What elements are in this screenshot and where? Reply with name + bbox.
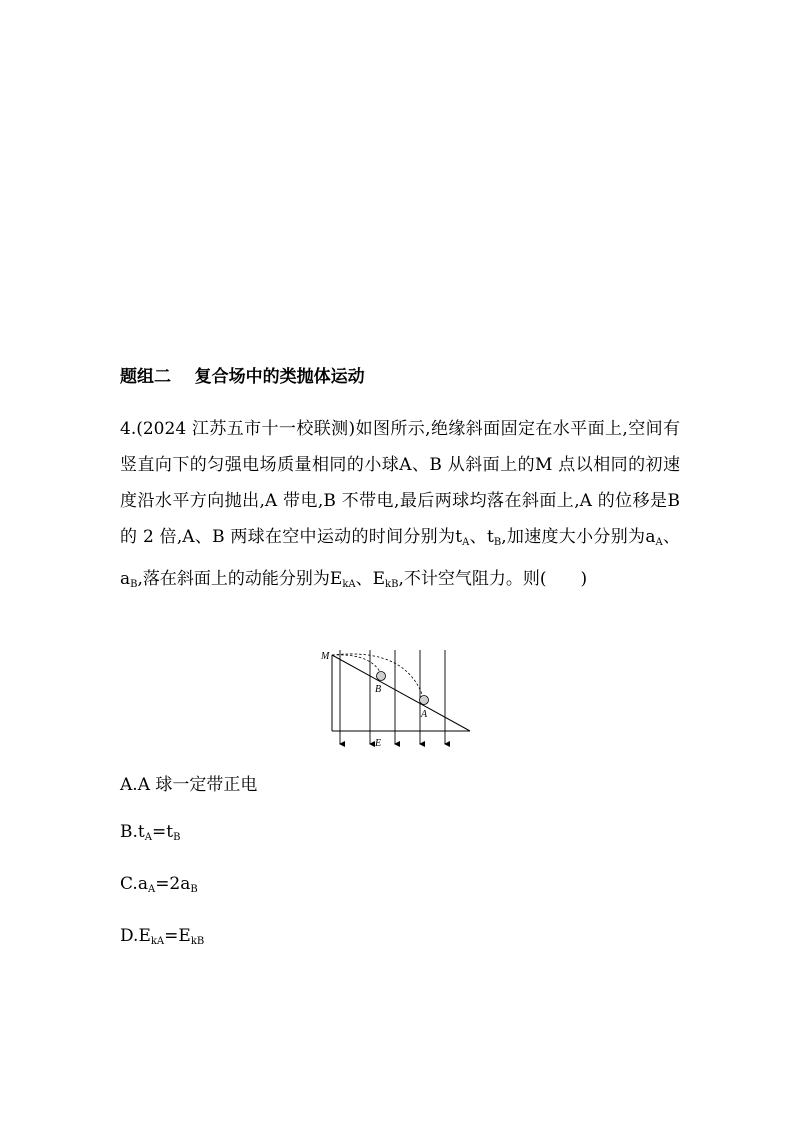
punctuation: 、	[355, 569, 373, 589]
option-a[interactable]	[120, 770, 257, 795]
symbol-e: E	[138, 926, 151, 946]
operator: =	[151, 822, 167, 842]
subscript: B	[173, 832, 181, 843]
subscript: kB	[385, 579, 399, 590]
punctuation: ,	[501, 527, 507, 547]
question-text: ,落在斜面上的动能分别为	[137, 569, 330, 589]
symbol-t: t	[137, 822, 145, 842]
option-c[interactable]	[120, 874, 198, 895]
subscript: B	[493, 537, 502, 548]
label-b: B	[375, 684, 382, 695]
ball-a	[420, 696, 429, 705]
question-text: 如图所示,绝缘斜面固定在水平面上,空间有竖直向下的匀强电场质量相同的小球A、B 从斜面上的M 点以相同的初速度沿水平方向抛出,A 带电,B 不带电,最后两球均落在斜面上,A 的位移是B 的 2 倍,A、B 两球在空中运动的时间分别为	[120, 419, 680, 547]
ball-b	[377, 672, 386, 681]
symbol-a: a	[180, 874, 191, 894]
option-letter: D.	[120, 926, 139, 946]
subscript: B	[190, 884, 198, 895]
symbol-t: t	[455, 527, 463, 547]
subscript: kB	[190, 936, 205, 947]
subscript: B	[130, 579, 138, 590]
question-source: (2024 江苏五市十一校联测)	[136, 419, 356, 439]
option-d[interactable]	[120, 926, 204, 947]
label-e: E	[375, 738, 382, 749]
trajectory-b	[332, 655, 382, 676]
question-stem	[120, 411, 680, 603]
label-m: M	[321, 651, 330, 662]
symbol-t: t	[486, 527, 494, 547]
subscript: A	[462, 537, 470, 548]
option-text: A 球一定带正电	[137, 775, 258, 795]
symbol-a: a	[137, 874, 148, 894]
symbol-e: E	[329, 569, 343, 589]
symbol-a: a	[120, 569, 131, 589]
question-text: 加速度大小分别为	[506, 527, 646, 547]
symbol-t: t	[166, 822, 174, 842]
subscript: kA	[150, 936, 165, 947]
question-text: ,不计空气阻力。则( )	[398, 569, 588, 589]
punctuation: 、	[469, 527, 487, 547]
symbol-a: a	[645, 527, 656, 547]
incline-slope	[332, 655, 470, 731]
option-letter: A.	[120, 775, 138, 795]
subscript: A	[144, 832, 152, 843]
option-letter: C.	[120, 874, 138, 894]
subscript: A	[147, 884, 156, 895]
incline-field-diagram	[318, 645, 478, 750]
operator: =	[164, 926, 179, 946]
section-title: 题组二 复合场中的类抛体运动	[120, 367, 365, 387]
operator: =2	[155, 874, 181, 894]
symbol-e: E	[178, 926, 191, 946]
option-b[interactable]	[120, 822, 180, 843]
punctuation: 、	[662, 527, 681, 547]
symbol-e: E	[372, 569, 386, 589]
option-letter: B.	[120, 822, 138, 842]
question-number: 4.	[120, 419, 137, 439]
label-a: A	[421, 709, 428, 720]
subscript: A	[655, 537, 663, 548]
subscript: kA	[342, 579, 356, 590]
